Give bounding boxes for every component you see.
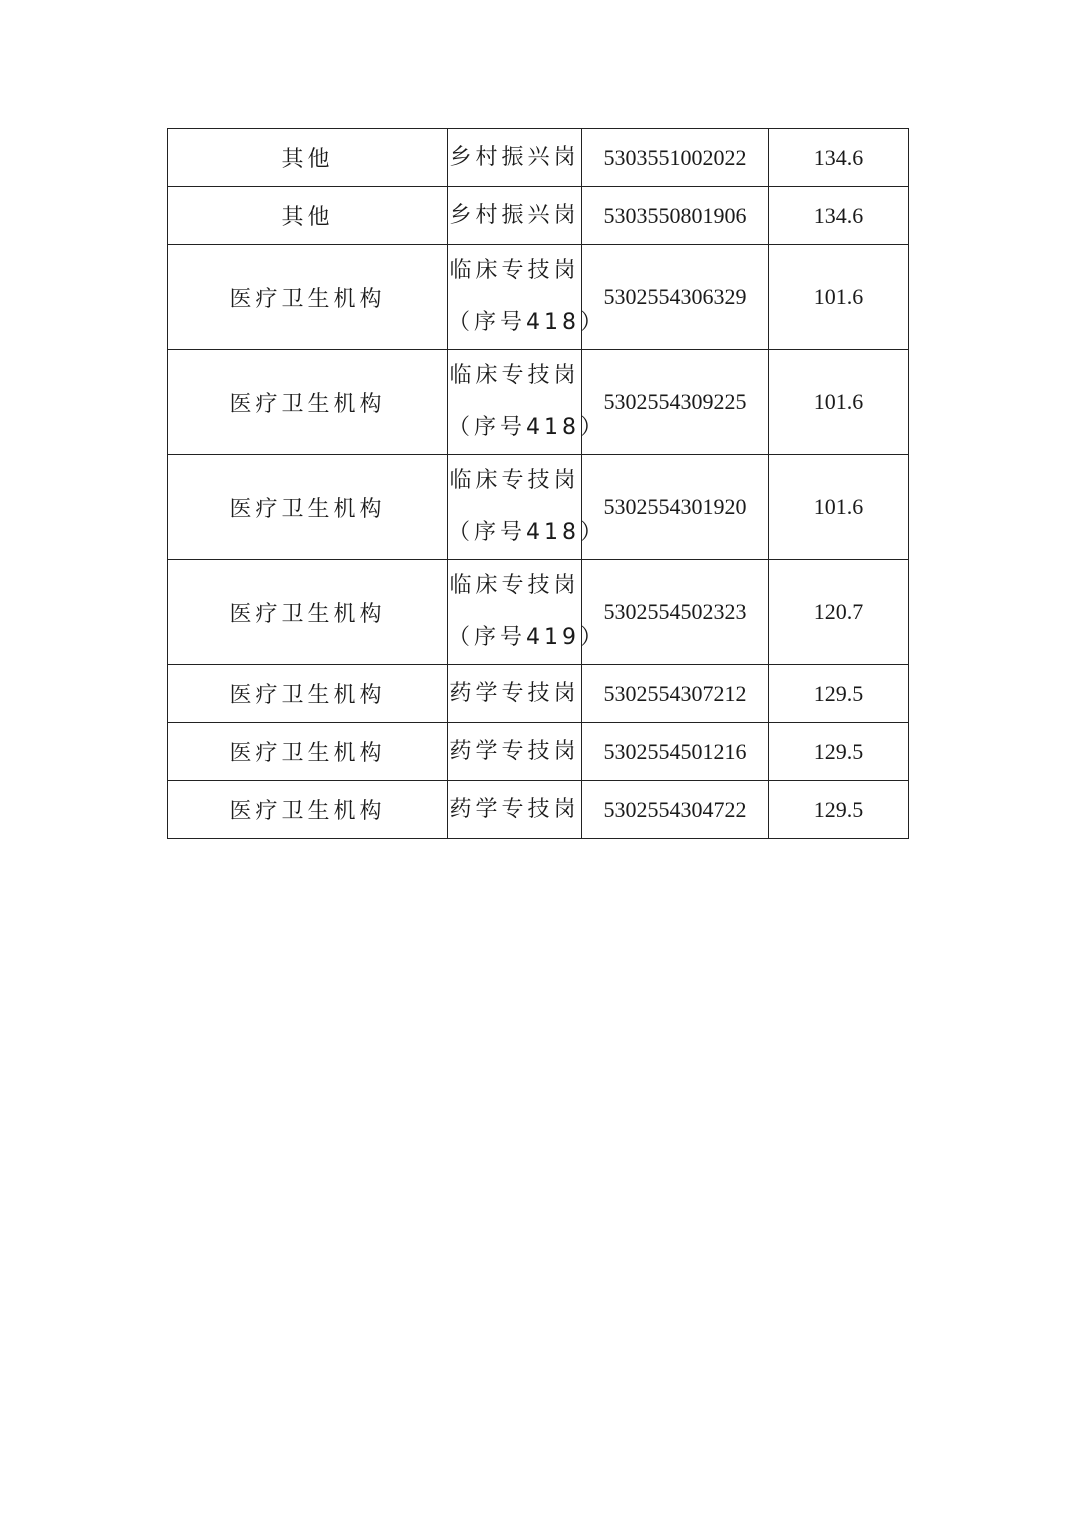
post-line: （序号418） — [448, 520, 606, 545]
table-row — [168, 781, 909, 839]
table-row — [168, 560, 909, 665]
exam-id-cell: 5302554301920 — [582, 455, 769, 560]
results-table-body — [168, 129, 909, 839]
score-cell: 129.5 — [769, 781, 909, 839]
score-cell: 101.6 — [769, 245, 909, 350]
score-cell: 120.7 — [769, 560, 909, 665]
unit-cell: 医疗卫生机构 — [168, 723, 448, 781]
unit-cell: 医疗卫生机构 — [168, 781, 448, 839]
exam-id-cell: 5302554501216 — [582, 723, 769, 781]
table-row — [168, 245, 909, 350]
score-cell: 134.6 — [769, 187, 909, 245]
score-cell: 101.6 — [769, 350, 909, 455]
table-row — [168, 665, 909, 723]
results-table — [167, 128, 909, 839]
post-line: 乡村振兴岗 — [449, 144, 580, 170]
post-line: 药学专技岗 — [449, 796, 580, 822]
post-cell — [448, 245, 606, 350]
table-row — [168, 455, 909, 560]
unit-cell: 其他 — [168, 187, 448, 245]
table-row — [168, 129, 909, 187]
exam-id-cell: 5303550801906 — [582, 187, 769, 245]
post-line: 药学专技岗 — [449, 738, 580, 764]
exam-id-cell: 5303551002022 — [582, 129, 769, 187]
post-line: （序号418） — [448, 415, 606, 440]
unit-cell: 其他 — [168, 129, 448, 187]
post-cell — [448, 723, 582, 781]
post-line: （序号419） — [448, 625, 606, 650]
post-cell — [448, 350, 606, 455]
post-cell — [448, 187, 582, 245]
post-cell — [448, 455, 606, 560]
post-line: （序号418） — [448, 310, 606, 335]
table-row — [168, 187, 909, 245]
unit-cell: 医疗卫生机构 — [168, 665, 448, 723]
post-line: 临床专技岗 — [449, 468, 580, 493]
post-line: 乡村振兴岗 — [449, 202, 580, 228]
post-line: 临床专技岗 — [449, 573, 580, 598]
post-cell — [448, 129, 582, 187]
post-cell — [448, 665, 582, 723]
unit-cell: 医疗卫生机构 — [168, 455, 448, 560]
post-line: 临床专技岗 — [449, 363, 580, 388]
unit-cell: 医疗卫生机构 — [168, 350, 448, 455]
exam-id-cell: 5302554304722 — [582, 781, 769, 839]
score-cell: 129.5 — [769, 665, 909, 723]
unit-cell: 医疗卫生机构 — [168, 245, 448, 350]
exam-id-cell: 5302554309225 — [582, 350, 769, 455]
score-cell: 134.6 — [769, 129, 909, 187]
unit-cell: 医疗卫生机构 — [168, 560, 448, 665]
post-line: 药学专技岗 — [449, 680, 580, 706]
table-row — [168, 723, 909, 781]
table-row — [168, 350, 909, 455]
post-line: 临床专技岗 — [449, 258, 580, 283]
score-cell: 101.6 — [769, 455, 909, 560]
score-cell: 129.5 — [769, 723, 909, 781]
post-cell — [448, 781, 582, 839]
exam-id-cell: 5302554502323 — [582, 560, 769, 665]
exam-id-cell: 5302554307212 — [582, 665, 769, 723]
post-cell — [448, 560, 606, 665]
exam-id-cell: 5302554306329 — [582, 245, 769, 350]
